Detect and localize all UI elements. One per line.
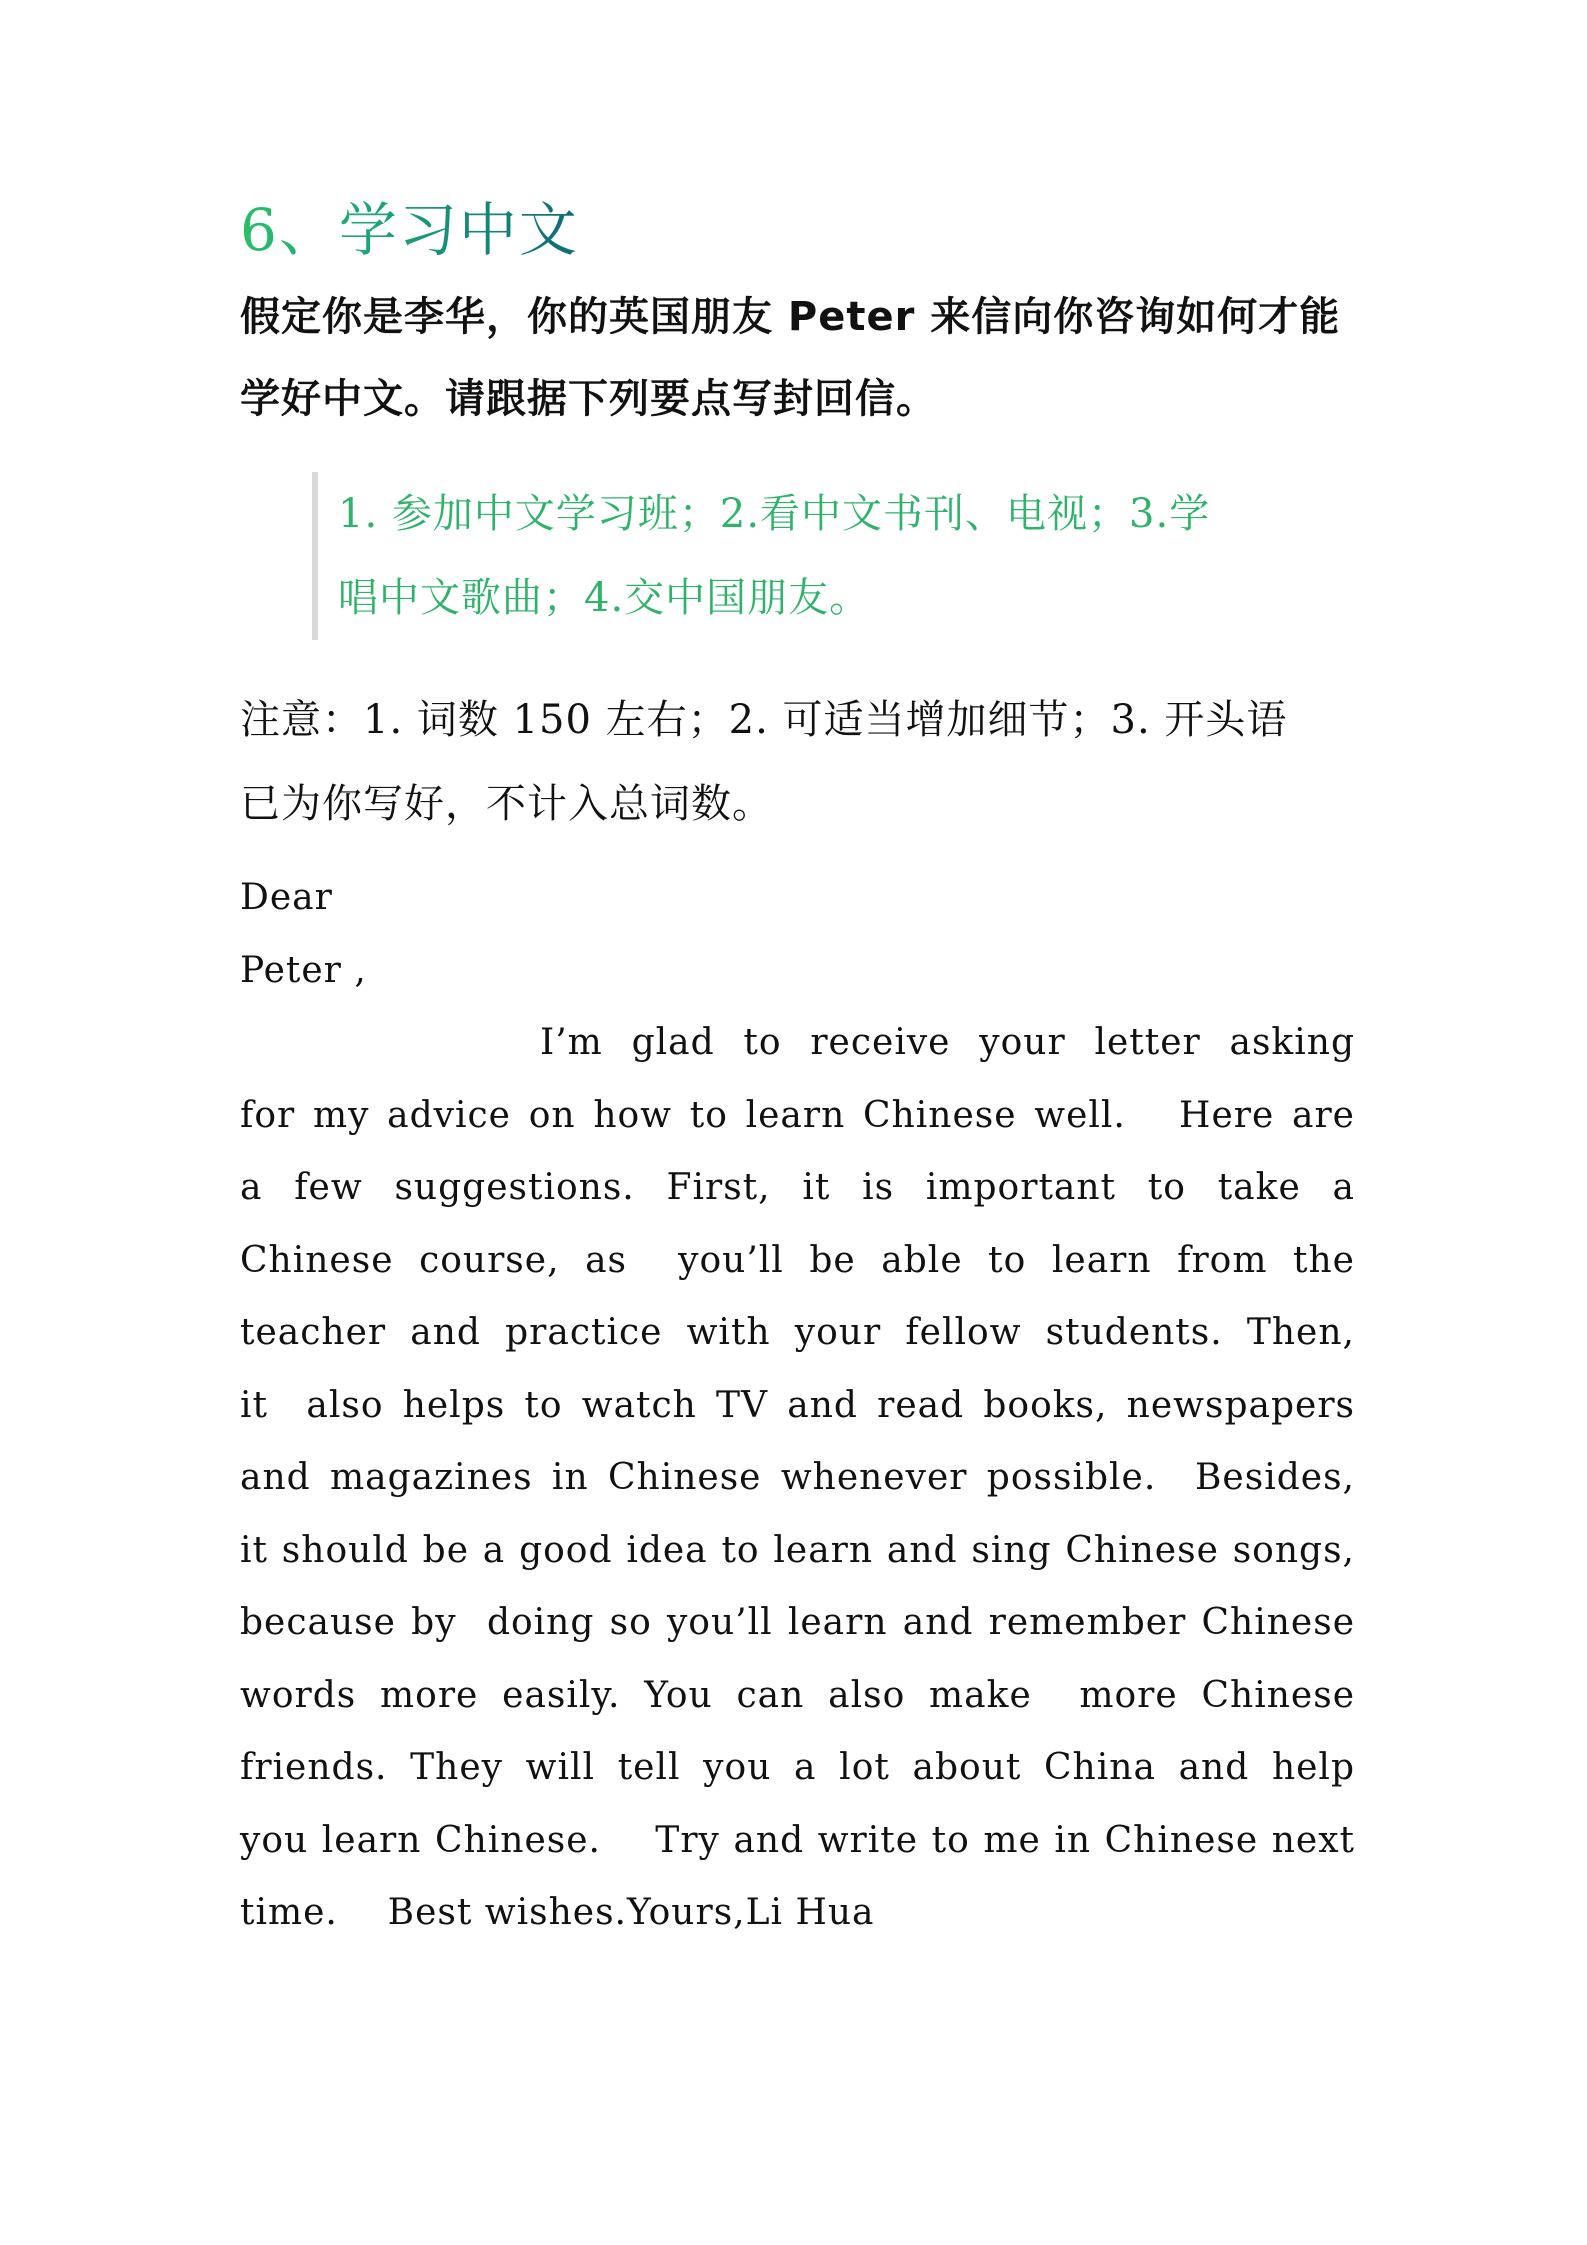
- notes-line: 已为你写好，不计入总词数。: [240, 781, 773, 827]
- letter-salutation: Dear: [240, 877, 333, 918]
- key-points-line: 唱中文歌曲；4.交中国朋友。: [338, 575, 871, 621]
- writing-notes: [240, 678, 1355, 846]
- sample-letter: [240, 862, 1355, 1950]
- letter-body-line: for my advice on how to learn Chinese well. Here are: [240, 1094, 1355, 1136]
- letter-body-line: friends. They will tell you a lot about China and help: [240, 1747, 1355, 1788]
- letter-body-line: Chinese course, as you’ll be able to learn from the: [240, 1239, 1355, 1281]
- key-points-blockquote: [312, 472, 1355, 640]
- task-prompt: [240, 276, 1355, 440]
- letter-body-line: because by doing so you’ll learn and remember Chinese: [240, 1602, 1355, 1643]
- letter-body-line: it should be a good idea to learn and sing Chinese songs,: [240, 1529, 1355, 1571]
- section-title: 6、学习中文: [240, 190, 579, 270]
- letter-body-line: and magazines in Chinese whenever possible. Besides,: [240, 1457, 1355, 1498]
- letter-body-line: words more easily. You can also make more Chinese: [240, 1674, 1355, 1716]
- letter-body-line: it also helps to watch TV and read books, newspapers: [240, 1384, 1355, 1426]
- task-prompt-line: 假定你是李华，你的英国朋友 Peter 来信向你咨询如何才能: [240, 294, 1341, 340]
- task-prompt-line: 学好中文。请跟据下列要点写封回信。: [240, 376, 937, 422]
- letter-body-line: you learn Chinese. Try and write to me in Chinese next: [240, 1819, 1355, 1861]
- letter-salutation-name: Peter ,: [240, 949, 367, 991]
- letter-body-line: I’m glad to receive your letter asking: [540, 1022, 1355, 1063]
- key-points-line: 1. 参加中文学习班；2.看中文书刊、电视；3.学: [338, 491, 1211, 537]
- document-page: [240, 190, 1355, 1950]
- letter-closing-line: time. Best wishes.Yours,Li Hua: [240, 1892, 875, 1933]
- letter-body-line: teacher and practice with your fellow students. Then,: [240, 1312, 1355, 1353]
- notes-line: 注意：1. 词数 150 左右；2. 可适当增加细节；3. 开头语: [240, 697, 1288, 743]
- letter-body-line: a few suggestions. First, it is important to take a: [240, 1167, 1355, 1208]
